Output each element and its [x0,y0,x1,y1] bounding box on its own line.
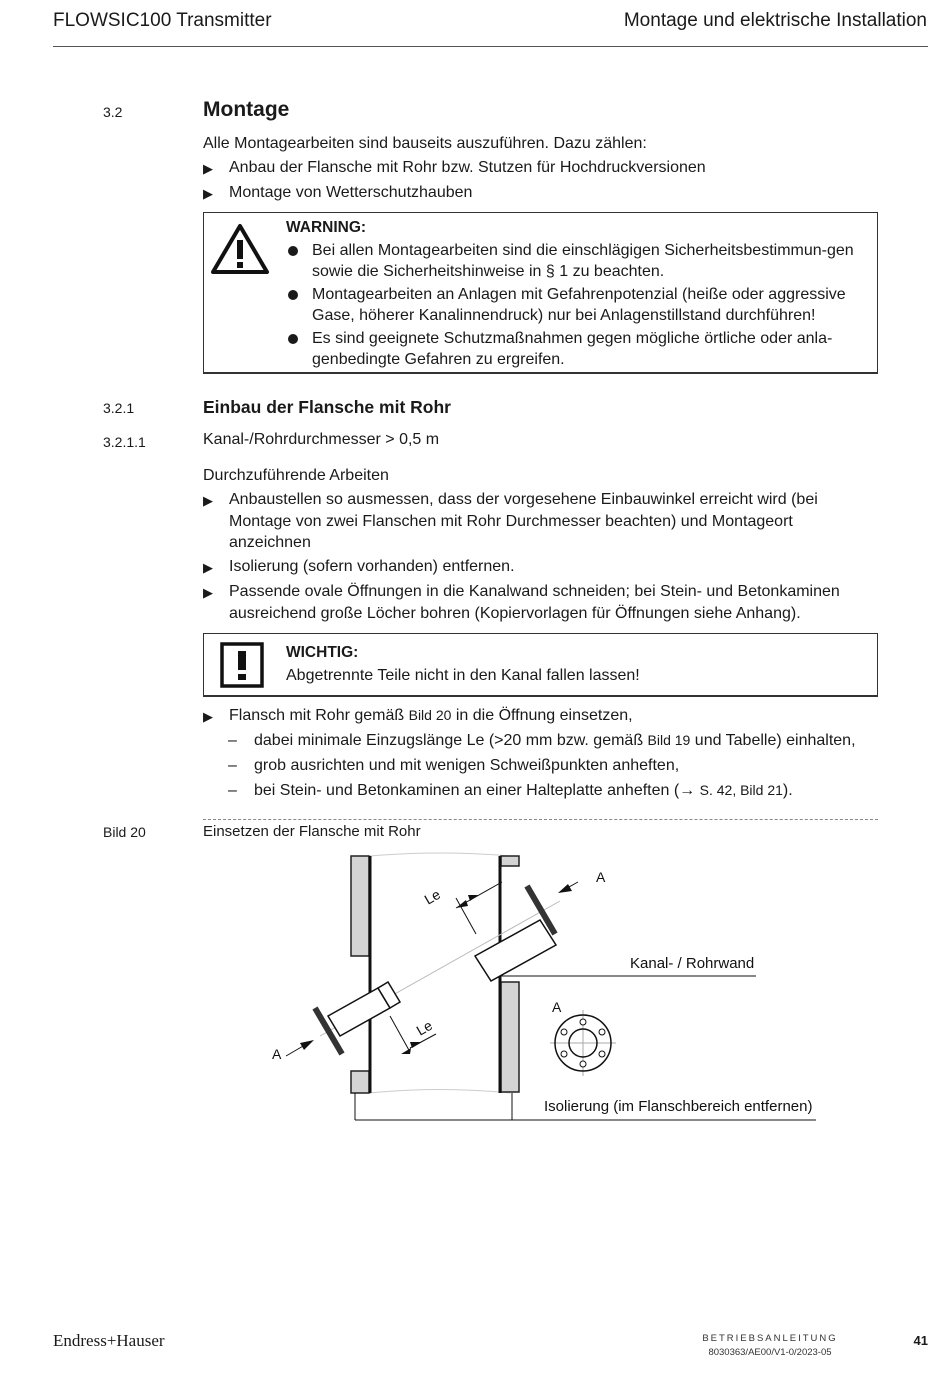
warning-triangle-icon [210,223,270,275]
exclamation-square-icon [220,642,264,688]
list-item: – bei Stein- und Betonkaminen an einer Halteplatte anheften (→ S. 42, Bild 21). [228,782,793,799]
flange-diagram [260,848,820,1128]
figure-caption: Einsetzen der Flansche mit Rohr [203,823,421,840]
warning-item: Bei allen Montagearbeiten sind die einschlägigen Sicherheitsbestimmun-gen sowie die Sicherheitshinweise in § 1 zu beachten. [288,240,868,282]
warning-item: Montagearbeiten an Anlagen mit Gefahrenpotenzial (heiße oder aggressive Gase, höherer Kanalinnendruck) nur bei Anlagenstillstand durchführen! [288,284,868,326]
bullet-arrow-icon: ▶ [203,585,213,600]
view-a-label-detail: A [552,999,562,1015]
upper-pipe [475,920,556,981]
subsubsection-title: Kanal-/Rohrdurchmesser > 0,5 m [203,431,440,448]
list-item: ▶ Anbau der Flansche mit Rohr bzw. Stutzen für Hochdruckversionen [203,157,878,179]
footer-doc-id: 8030363/AE00/V1-0/2023-05 [708,1347,832,1358]
important-title: WICHTIG: [286,644,359,661]
bullet-dot-icon [288,334,298,344]
warning-box [203,212,878,374]
le-label-lower: Le [413,1016,435,1039]
right-wall-insulation-bottom [501,982,519,1092]
warning-item: Es sind geeignete Schutzmaßnahmen gegen mögliche örtliche oder anla-genbedingte Gefahren zu ergreifen. [288,328,868,370]
list-item: ▶ Passende ovale Öffnungen in die Kanalwand schneiden; bei Stein- und Betonkaminen ausreichend große Löcher bohren (Kopiervorlagen für Öffnungen siehe Anhang). [203,583,840,622]
bullet-arrow-icon: ▶ [203,493,213,508]
list-item: ▶ Isolierung (sofern vorhanden) entfernen. [203,556,878,578]
view-a-label-upper: A [596,869,606,885]
figure-reference: S. 42, Bild 21 [699,782,783,798]
section-title: Montage [203,98,290,121]
bullet-arrow-icon: ▶ [203,709,213,724]
tasks-heading: Durchzuführende Arbeiten [203,467,389,484]
figure-divider [203,819,878,820]
le-label-upper: Le [421,885,443,908]
left-wall-insulation-top [351,856,369,956]
right-wall-insulation-top [501,856,519,866]
company-logo: Endress+Hauser [53,1331,165,1350]
flange-front-view [550,1010,616,1076]
list-item: ▶ Flansch mit Rohr gemäß Bild 20 in die Öffnung einsetzen, [203,705,878,727]
left-wall-insulation-bottom [351,1071,369,1093]
section-number: 3.2 [103,104,123,120]
list-item: ▶ Anbaustellen so ausmessen, dass der vorgesehene Einbauwinkel erreicht wird (bei Montage von zwei Flanschen mit Rohr Durchmesser beachten) und Montageort anzeichnen [203,491,818,551]
subsubsection-number: 3.2.1.1 [103,434,146,450]
header-divider [53,46,928,47]
figure-reference: Bild 20 [408,707,452,723]
figure-label: Bild 20 [103,824,146,840]
list-item: – grob ausrichten und mit wenigen Schweißpunkten anheften, [228,757,680,774]
bullet-dot-icon [288,290,298,300]
header-product-title: FLOWSIC100 Transmitter [53,10,272,31]
important-text: Abgetrennte Teile nicht in den Kanal fallen lassen! [286,667,640,684]
bullet-arrow-icon: ▶ [203,161,213,176]
lower-pipe [328,988,390,1036]
warning-title: WARNING: [286,219,367,236]
figure-reference: Bild 19 [647,732,691,748]
important-box [203,633,878,697]
subsection-number: 3.2.1 [103,400,135,416]
bullet-arrow-icon: ▶ [203,560,213,575]
bullet-dot-icon [288,246,298,256]
section-intro: Alle Montagearbeiten sind bauseits auszuführen. Dazu zählen: [203,135,647,152]
wall-label: Kanal- / Rohrwand [630,955,755,972]
bullet-arrow-icon: ▶ [203,186,213,201]
list-item: – dabei minimale Einzugslänge Le (>20 mm bzw. gemäß Bild 19 und Tabelle) einhalten, [228,732,856,749]
footer-doc-type: BETRIEBSANLEITUNG [702,1333,838,1344]
view-a-label-lower: A [272,1046,282,1062]
page-number: 41 [913,1333,928,1348]
list-item: ▶ Montage von Wetterschutzhauben [203,182,878,204]
header-chapter-title: Montage und elektrische Installation [623,10,927,31]
subsection-title: Einbau der Flansche mit Rohr [203,397,451,417]
insulation-label: Isolierung (im Flanschbereich entfernen) [544,1098,813,1115]
